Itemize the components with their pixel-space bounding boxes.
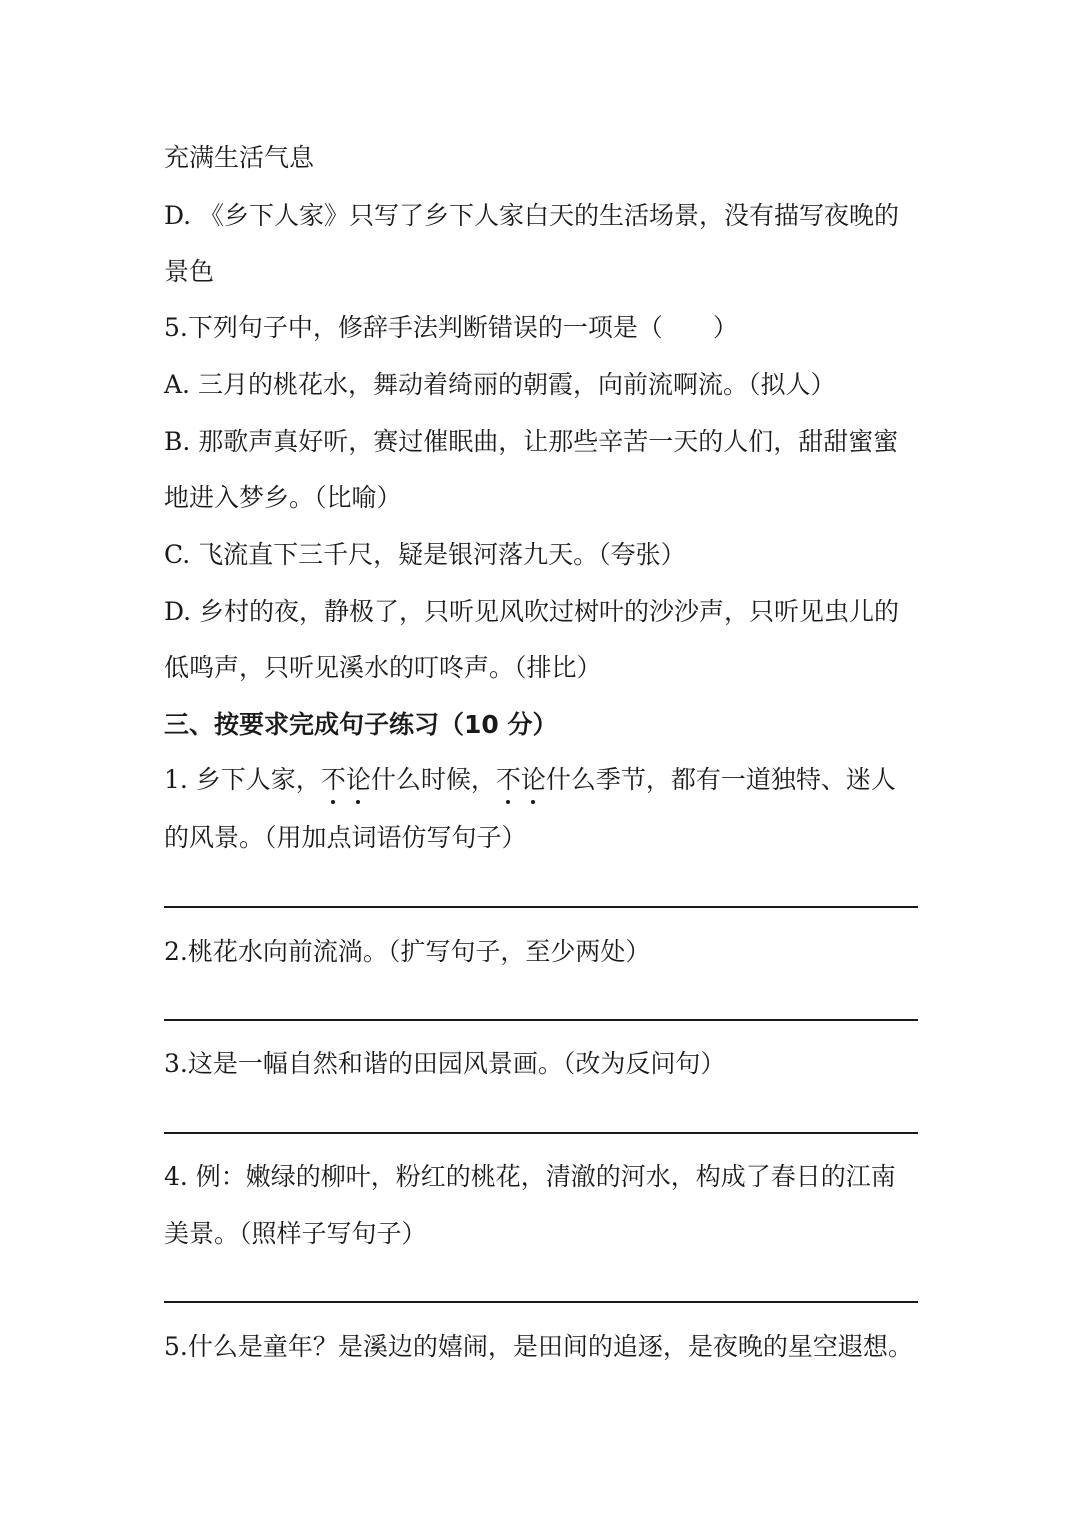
option-d-text: D. 《乡下人家》只写了乡下人家白天的生活场景，没有描写夜晚的 (164, 201, 900, 230)
sentence-question-5: 5.什么是童年？是溪边的嬉闹，是田间的追逐，是夜晚的星空遐想。 (164, 1332, 913, 1361)
option-d-continuation: 景色 (164, 257, 215, 286)
option-c-continuation: 充满生活气息 (164, 143, 315, 172)
emphasis-char: 不 (496, 763, 521, 797)
emphasis-word-2 (496, 763, 546, 797)
sentence-question-4: 4. 例：嫩绿的柳叶，粉红的桃花，清澈的河水，构成了春日的江南 (164, 1162, 896, 1191)
sentence-question-2: 2.桃花水向前流淌。（扩写句子，至少两处） (164, 937, 651, 966)
section-3-heading: 三、按要求完成句子练习（10 分） (164, 710, 558, 739)
q5-option-a: A. 三月的桃花水，舞动着绮丽的朝霞，向前流啊流。（拟人） (164, 370, 836, 399)
emphasis-char: 不 (321, 763, 346, 797)
emphasis-char: 论 (346, 763, 371, 797)
answer-line-2[interactable] (164, 1019, 918, 1021)
sentence-question-4-continuation: 美景。（照样子写句子） (164, 1219, 427, 1248)
sentence-question-1-continuation: 的风景。（用加点词语仿写句子） (164, 823, 527, 852)
question-5-stem: 5.下列句子中，修辞手法判断错误的一项是（ ） (164, 313, 738, 342)
answer-line-4[interactable] (164, 1301, 918, 1303)
q5-option-b-continuation: 地进入梦乡。（比喻） (164, 483, 402, 512)
answer-line-1[interactable] (164, 906, 918, 908)
q5-option-c: C. 飞流直下三千尺，疑是银河落九天。（夸张） (164, 540, 686, 569)
q5-option-b: B. 那歌声真好听，赛过催眠曲，让那些辛苦一天的人们，甜甜蜜蜜 (164, 427, 899, 456)
answer-line-3[interactable] (164, 1132, 918, 1134)
sentence-question-3: 3.这是一幅自然和谐的田园风景画。（改为反问句） (164, 1049, 726, 1078)
q5-option-d: D. 乡村的夜，静极了，只听见风吹过树叶的沙沙声，只听见虫儿的 (164, 597, 900, 626)
q1-text-part1: 1. 乡下人家， (164, 765, 321, 794)
emphasis-char: 论 (521, 763, 546, 797)
emphasis-word-1 (321, 763, 371, 797)
q1-text-part2: 什么时候， (370, 765, 496, 794)
sentence-question-1 (164, 763, 924, 797)
q1-text-part3: 什么季节，都有一道独特、迷人 (545, 765, 896, 794)
q5-option-d-continuation: 低鸣声，只听见溪水的叮咚声。（排比） (164, 653, 602, 682)
